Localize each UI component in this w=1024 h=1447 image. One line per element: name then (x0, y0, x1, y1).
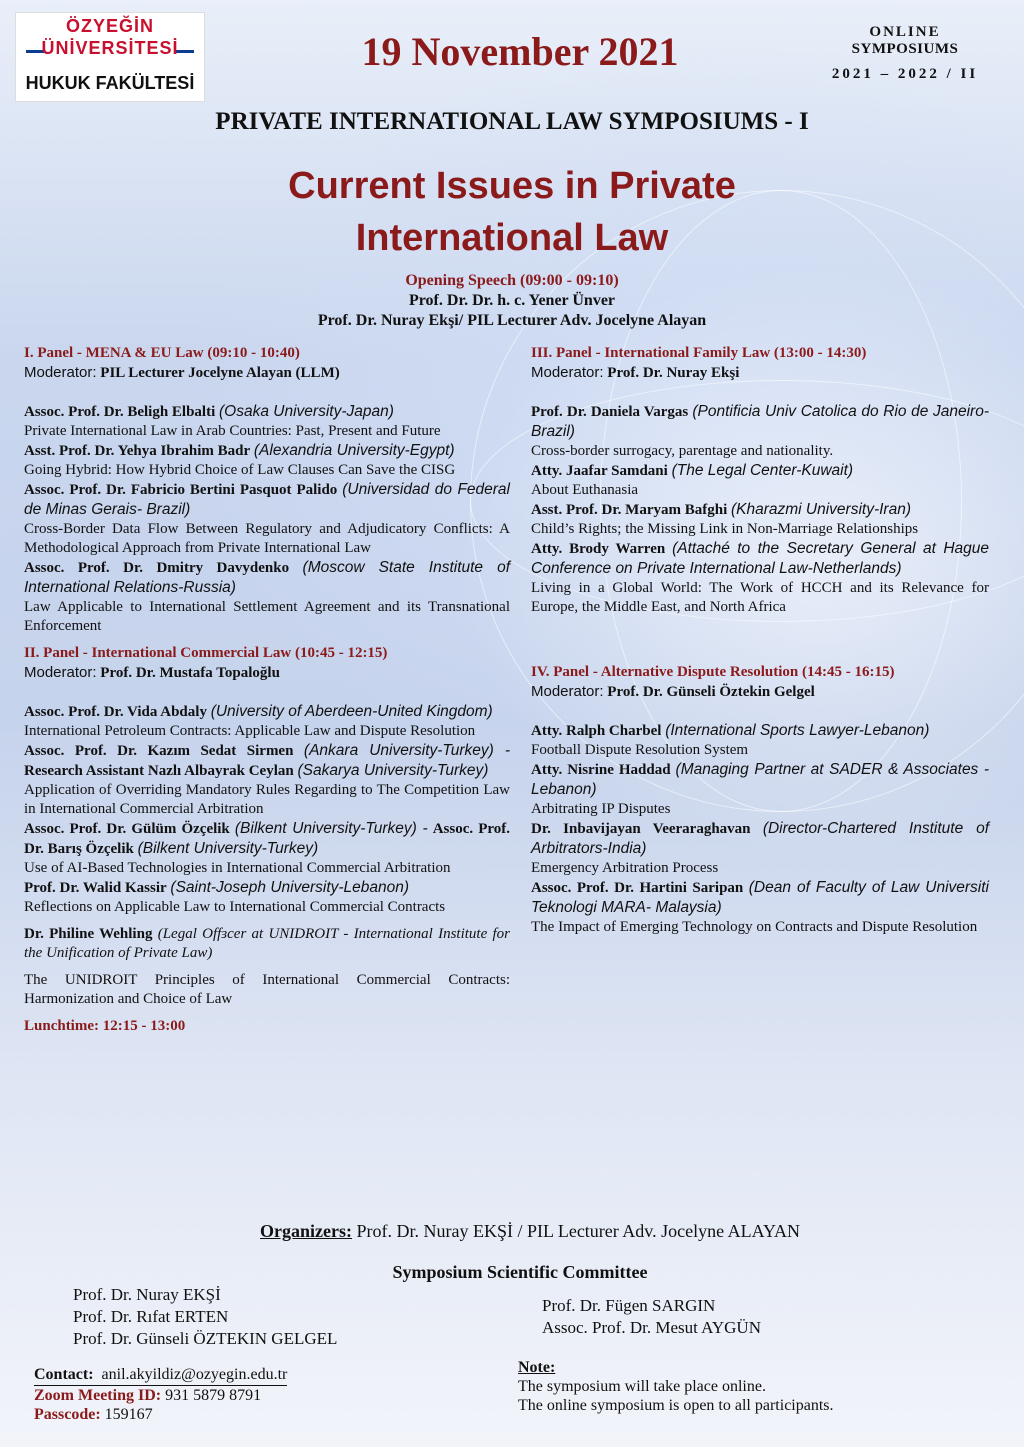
panel3-talk1-speaker: Prof. Dr. Daniela Vargas (Pontificia Univ Catolica do Rio de Janeiro-Brazil) (531, 403, 990, 440)
panel4-moderator: Moderator: Prof. Dr. Günseli Öztekin Gelgel (531, 683, 815, 700)
panel1-talk4-topic: Law Applicable to International Settlement Agreement and its Transnational Enforcement (24, 599, 510, 634)
symposium-title: PRIVATE INTERNATIONAL LAW SYMPOSIUMS - I (215, 108, 809, 135)
opening-speaker2: Prof. Dr. Nuray Ekşi/ PIL Lecturer Adv. Jocelyne Alayan (317, 312, 707, 329)
panel4-talk4-topic: The Impact of Emerging Technology on Contracts and Dispute Resolution (531, 919, 978, 935)
panel2-talk5-topic: The UNIDROIT Principles of International Commercial Contracts: Harmonization and Choice of Law (24, 972, 510, 1007)
panel2-talk1-topic: International Petroleum Contracts: Applicable Law and Dispute Resolution (24, 723, 476, 739)
note-block (518, 1358, 834, 1415)
panel1-talk3-speaker: Assoc. Prof. Dr. Fabricio Bertini Pasquot Palido (Universidad do Federal de Minas Gerais- Brazil) (24, 481, 510, 518)
panel3-talk2-topic: About Euthanasia (531, 482, 639, 498)
right-column (531, 344, 989, 937)
panel4-talk1-speaker: Atty. Ralph Charbel (International Sports Lawyer-Lebanon) (531, 722, 930, 739)
logo-line2: ÜNİVERSİTESİ (41, 38, 179, 58)
university-logo (16, 13, 204, 101)
panel2-talk4-topic: Reflections on Applicable Law to International Commercial Contracts (24, 899, 446, 915)
logo-line1: ÖZYEĞİN (65, 16, 154, 36)
panel2-title: II. Panel - International Commercial Law (10:45 - 12:15) (24, 645, 388, 661)
organizers-label: Organizers: (260, 1221, 353, 1241)
panel1-talk1-speaker: Assoc. Prof. Dr. Beligh Elbalti (Osaka University-Japan) (24, 403, 394, 420)
committee-member: Prof. Dr. Günseli ÖZTEKIN GELGEL (73, 1329, 338, 1348)
panel3-talk4-topic: Living in a Global World: The Work of HCCH and its Relevance for Europe, the Middle East, and North Africa (531, 580, 989, 615)
panel2-talk4-speaker: Prof. Dr. Walid Kassir (Saint-Joseph University-Lebanon) (24, 879, 410, 896)
series-line1: ONLINE (869, 24, 941, 40)
note-label: Note: (518, 1359, 556, 1376)
panel2-talk3-topic: Use of AI-Based Technologies in International Commercial Arbitration (24, 860, 451, 876)
committee-left (73, 1284, 337, 1350)
opening-speaker1: Prof. Dr. Dr. h. c. Yener Ünver (408, 292, 616, 309)
committee-member: Prof. Dr. Nuray EKŞİ (73, 1285, 221, 1304)
lunch-break: Lunchtime: 12:15 - 13:00 (24, 1018, 186, 1034)
series-line3: 2021 – 2022 / II (831, 66, 979, 82)
logo-faculty: HUKUK FAKÜLTESİ (25, 73, 195, 93)
panel3-talk3-speaker: Asst. Prof. Dr. Maryam Bafghi (Kharazmi University-Iran) (531, 501, 911, 518)
committee-member: Assoc. Prof. Dr. Mesut AYGÜN (542, 1318, 761, 1337)
panel1-talk4-speaker: Assoc. Prof. Dr. Dmitry Davydenko (Moscow State Institute of International Relations-Russia) (24, 559, 510, 596)
panel3-title: III. Panel - International Family Law (13:00 - 14:30) (531, 345, 867, 361)
committee-member: Prof. Dr. Rıfat ERTEN (73, 1307, 229, 1326)
panel2-talk1-speaker: Assoc. Prof. Dr. Vida Abdaly (University of Aberdeen-United Kingdom) (24, 703, 493, 720)
series-line2: SYMPOSIUMS (851, 41, 959, 57)
left-column (24, 344, 510, 1036)
passcode-line: Passcode: 159167 (34, 1406, 153, 1423)
title-line1: Current Issues in Private (288, 165, 736, 207)
panel4-talk3-speaker: Dr. Inbavijayan Veeraraghavan (Director-Chartered Institute of Arbitrators-India) (531, 820, 989, 857)
panel4-talk2-topic: Arbitrating IP Disputes (531, 801, 671, 817)
committee-member: Prof. Dr. Fügen SARGIN (542, 1296, 716, 1315)
panel4-talk3-topic: Emergency Arbitration Process (531, 860, 719, 876)
committee-title: Symposium Scientific Committee (392, 1262, 648, 1282)
panel2-moderator: Moderator: Prof. Dr. Mustafa Topaloğlu (24, 664, 280, 681)
zoom-line: Zoom Meeting ID: 931 5879 8791 (34, 1387, 262, 1404)
panel4-talk1-topic: Football Dispute Resolution System (531, 742, 749, 758)
zoom-id: 931 5879 8791 (165, 1387, 262, 1404)
panel3-talk4-speaker: Atty. Brody Warren (Attaché to the Secretary General at Hague Conference on Private International Law-Netherlands) (531, 540, 989, 577)
panel3-talk2-speaker: Atty. Jaafar Samdani (The Legal Center-Kuwait) (531, 462, 854, 479)
panel1-talk3-topic: Cross-Border Data Flow Between Regulatory and Adjudicatory Conflicts: A Methodological Approach from Private International Law (24, 521, 510, 556)
panel3-talk1-topic: Cross-border surrogacy, parentage and nationality. (531, 443, 834, 459)
page-title (0, 160, 1024, 264)
panel3-talk3-topic: Child’s Rights; the Missing Link in Non-Marriage Relationships (531, 521, 919, 537)
panel3-moderator: Moderator: Prof. Dr. Nuray Ekşi (531, 364, 740, 381)
panel4-talk4-speaker: Assoc. Prof. Dr. Hartini Saripan (Dean of Faculty of Law Universiti Teknologi MARA- Malaysia) (531, 879, 990, 916)
panel2-talk3-speaker: Assoc. Prof. Dr. Gülüm Özçelik (Bilkent University-Turkey) - Assoc. Prof. Dr. Barış Özçelik (Bilkent University-Turkey) (24, 820, 511, 857)
panel1-talk2-speaker: Asst. Prof. Dr. Yehya Ibrahim Badr (Alexandria University-Egypt) (24, 442, 455, 459)
panel2-talk5-speaker: Dr. Philine Wehling (Legal Offɜcer at UNIDROIT - International Institute for the Unification of Private Law) (24, 926, 510, 961)
title-line2: International Law (355, 217, 669, 259)
event-date: 19 November 2021 (361, 29, 679, 74)
panel4-title: IV. Panel - Alternative Dispute Resolution (14:45 - 16:15) (531, 664, 895, 680)
organizers (0, 1221, 1024, 1242)
note-line1: The symposium will take place online. (518, 1378, 766, 1395)
contact-block (34, 1365, 287, 1424)
panel4-talk2-speaker: Atty. Nisrine Haddad (Managing Partner at SADER & Associates -Lebanon) (531, 761, 990, 798)
contact-line: Contact: anil.akyildiz@ozyegin.edu.tr (34, 1365, 287, 1386)
organizers-names: Prof. Dr. Nuray EKŞİ / PIL Lecturer Adv. Jocelyne ALAYAN (356, 1221, 800, 1241)
panel1-talk2-topic: Going Hybrid: How Hybrid Choice of Law Clauses Can Save the CISG (24, 462, 456, 478)
committee-right (542, 1295, 761, 1339)
panel1-moderator: Moderator: PIL Lecturer Jocelyne Alayan (LLM) (24, 364, 340, 381)
series-label (820, 24, 990, 83)
passcode: 159167 (104, 1406, 153, 1423)
panel1-title: I. Panel - MENA & EU Law (09:10 - 10:40) (24, 345, 300, 361)
contact-email[interactable]: anil.akyildiz@ozyegin.edu.tr (101, 1366, 288, 1383)
panel1-talk1-topic: Private International Law in Arab Countries: Past, Present and Future (24, 423, 441, 439)
opening-title: Opening Speech (09:00 - 09:10) (405, 272, 619, 289)
panel2-talk2-speaker: Assoc. Prof. Dr. Kazım Sedat Sirmen (Ankara University-Turkey) - Research Assistant Nazlı Albayrak Ceylan (Sakarya University-Turkey) (24, 742, 511, 779)
opening-speech (0, 271, 1024, 331)
panel2-talk2-topic: Application of Overriding Mandatory Rules Regarding to The Competition Law in International Commercial Arbitration (24, 782, 510, 817)
note-line2: The online symposium is open to all participants. (518, 1397, 834, 1414)
